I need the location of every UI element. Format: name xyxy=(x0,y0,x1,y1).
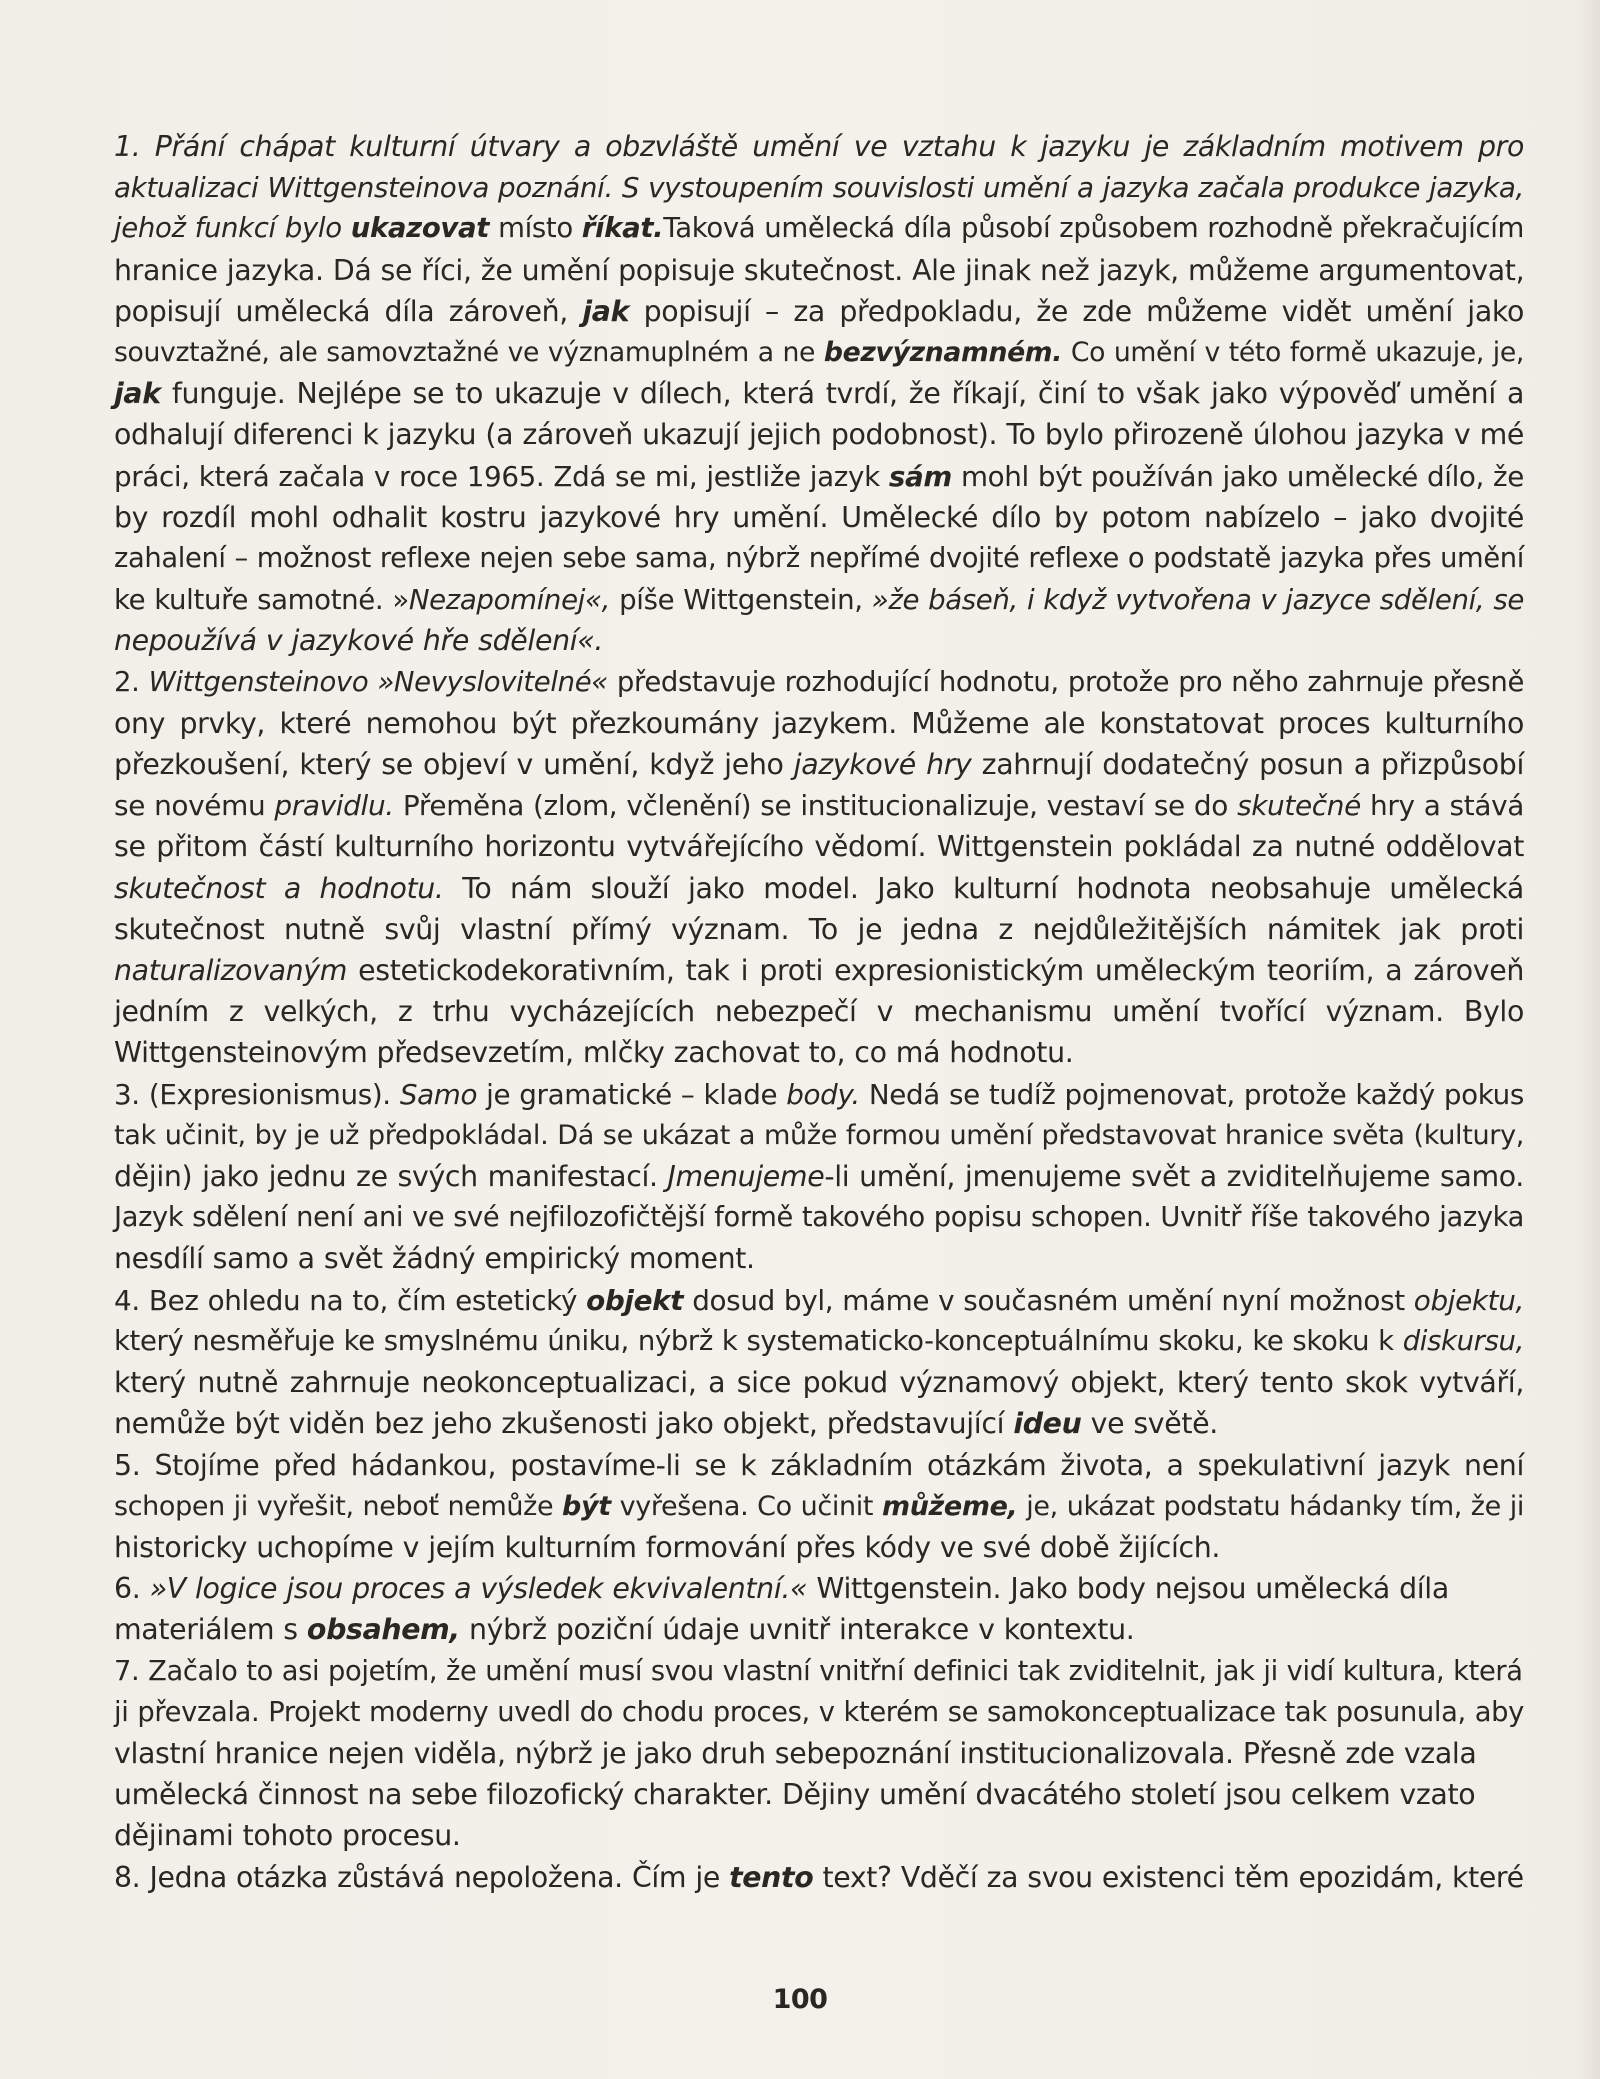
text-line xyxy=(114,950,1524,991)
emphasis-bold-italic: říkat. xyxy=(581,212,664,245)
emphasis-italic: Jmenujeme xyxy=(667,1160,825,1194)
text-line xyxy=(114,1280,1524,1321)
text-run: estetickodekorativním, tak i proti expresionistickým uměleckým teoriím, a zároveň xyxy=(347,954,1524,988)
text-line xyxy=(114,126,1524,167)
text-run: přezkoušení, který se objeví v umění, když jeho xyxy=(114,748,794,782)
text-line xyxy=(114,579,1524,620)
emphasis-italic: naturalizovaným xyxy=(114,954,348,988)
text-run: práci, která začala v roce 1965. Zdá se mi, jestliže jazyk xyxy=(114,459,889,493)
emphasis-italic: jehož funkcí bylo xyxy=(114,212,351,245)
text-line xyxy=(114,1115,1524,1156)
text-line xyxy=(114,1815,1524,1856)
emphasis-italic: Nezapomínej«, xyxy=(408,583,611,617)
text-run: souvztažné, ale samovztažné ve významuplném a ne xyxy=(114,337,824,369)
text-line xyxy=(114,1527,1524,1568)
text-line xyxy=(114,868,1524,909)
text-line xyxy=(114,414,1524,455)
emphasis-bold-italic: můžeme, xyxy=(881,1490,1018,1522)
emphasis-italic: 1. Přání chápat kulturní útvary a obzvláště umění ve vztahu k jazyku je základním motivem pro xyxy=(114,130,1524,163)
text-run: Taková umělecká díla působí způsobem rozhodně překračujícím xyxy=(663,212,1524,245)
text-run: ji převzala. Projekt moderny uvedl do chodu proces, v kterém se samokonceptualizace tak posunula, aby xyxy=(114,1696,1524,1728)
text-run: zahalení – možnost reflexe nejen sebe sama, nýbrž nepřímé dvojité reflexe o podstatě jazyka přes umění xyxy=(114,543,1524,575)
text-run: se novému xyxy=(114,789,275,823)
emphasis-bold-italic: ideu xyxy=(1013,1407,1082,1441)
emphasis-italic: objektu, xyxy=(1413,1283,1524,1317)
text-line xyxy=(114,1445,1524,1486)
body-text xyxy=(114,126,1524,1898)
text-line xyxy=(114,1651,1524,1692)
text-run: odhalují diferenci k jazyku (a zároveň ukazují jejich podobnost). To bylo přirozeně úlohou jazyka v mé xyxy=(114,418,1524,452)
text-run: -li umění, jmenujeme svět a zviditelňujeme samo. xyxy=(824,1160,1524,1194)
emphasis-italic: Samo xyxy=(399,1077,478,1111)
emphasis-italic: aktualizaci Wittgensteinova poznání. S vystoupením souvislosti umění a jazyka začala produkce jazyka, xyxy=(114,171,1524,205)
text-run: popisují – za předpokladu, že zde můžeme vidět umění jako xyxy=(629,294,1524,328)
text-run: který nutně zahrnuje neokonceptualizaci, a sice pokud významový objekt, který tento skok vytváří, xyxy=(114,1366,1524,1400)
emphasis-italic: skutečnost a hodnotu. xyxy=(114,871,444,905)
text-run: 5. Stojíme před hádankou, postavíme-li se k základním otázkám života, a spekulativní jazyk není xyxy=(114,1448,1524,1482)
text-line xyxy=(114,538,1524,579)
text-line xyxy=(114,1568,1524,1609)
emphasis-bold-italic: ukazovat xyxy=(350,212,490,245)
text-run: mohl být používán jako umělecké dílo, že xyxy=(951,459,1524,493)
text-line xyxy=(114,1197,1524,1238)
text-line xyxy=(114,744,1524,785)
text-run: 8. Jedna otázka zůstává nepoložena. Čím je xyxy=(114,1860,730,1894)
text-line xyxy=(114,373,1524,414)
text-run: představuje rozhodující hodnotu, protože pro něho zahrnuje přesně xyxy=(607,665,1524,698)
text-run: Wittgensteinovým předsevzetím, mlčky zachovat to, co má hodnotu. xyxy=(114,1036,1074,1070)
text-run: historicky uchopíme v jejím kulturním formování přes kódy ve své době žijících. xyxy=(114,1530,1221,1564)
emphasis-italic: »že báseň, i když vytvořena v jazyce sdělení, se xyxy=(871,583,1524,617)
text-run: hry a stává xyxy=(1360,789,1525,823)
emphasis-italic: diskursu, xyxy=(1402,1324,1524,1357)
text-line xyxy=(114,291,1524,332)
emphasis-bold-italic: tento xyxy=(729,1860,814,1894)
text-run: Nedá se tudíž pojmenovat, protože každý pokus xyxy=(859,1077,1524,1111)
text-line xyxy=(114,250,1524,291)
emphasis-bold-italic: obsahem, xyxy=(306,1613,460,1647)
text-run: jedním z velkých, z trhu vycházejících nebezpečí v mechanismu umění tvořící význam. Bylo xyxy=(114,995,1524,1029)
text-line xyxy=(114,785,1524,826)
text-run: 3. (Expresionismus). xyxy=(114,1077,400,1111)
text-run: Wittgenstein. Jako body nejsou umělecká díla xyxy=(807,1572,1449,1606)
page-edge-shadow xyxy=(1576,0,1600,2079)
text-run: vlastní hranice nejen viděla, nýbrž je jako druh sebepoznání institucionalizovala. Přesně zde vzala xyxy=(114,1736,1477,1770)
text-run: materiálem s xyxy=(114,1613,307,1647)
text-run: zahrnují dodatečný posun a přizpůsobí xyxy=(971,748,1524,782)
text-run: ke kultuře samotné. » xyxy=(114,583,409,617)
text-run: který nesměřuje ke smyslnému úniku, nýbrž k systematicko-konceptuálnímu skoku, ke skoku k xyxy=(114,1324,1403,1357)
text-run: skutečnost nutně svůj vlastní přímý význam. To je jedna z nejdůležitějších námitek jak proti xyxy=(114,912,1524,946)
emphasis-italic: nepoužívá v jazykové hře sdělení«. xyxy=(114,624,604,658)
text-line xyxy=(114,1321,1524,1362)
text-run: ve světě. xyxy=(1081,1407,1218,1441)
text-line xyxy=(114,497,1524,538)
text-run: schopen ji vyřešit, neboť nemůže xyxy=(114,1490,563,1522)
text-line xyxy=(114,662,1524,703)
text-line xyxy=(114,456,1524,497)
text-run: Jazyk sdělení není ani ve své nejfilozofičtější formě takového popisu schopen. Uvnitř říše takového jazyka xyxy=(114,1202,1524,1234)
emphasis-italic: skutečné xyxy=(1237,789,1361,823)
text-line xyxy=(114,1733,1524,1774)
text-line xyxy=(114,1486,1524,1527)
text-line xyxy=(114,991,1524,1032)
text-run: nemůže být viděn bez jeho zkušenosti jako objekt, představující xyxy=(114,1407,1014,1441)
text-run: dějinami tohoto procesu. xyxy=(114,1819,461,1853)
text-run: funguje. Nejlépe se to ukazuje v dílech, která tvrdí, že říkají, činí to však jako výpověď umění a xyxy=(160,377,1524,411)
emphasis-bold-italic: sám xyxy=(888,459,952,493)
text-run: Přeměna (zlom, včlenění) se institucionalizuje, vestaví se do xyxy=(393,789,1238,823)
text-run: je gramatické – klade xyxy=(477,1077,787,1111)
text-run: nýbrž poziční údaje uvnitř interakce v kontextu. xyxy=(459,1613,1135,1647)
text-run: 2. xyxy=(114,665,149,698)
text-run: místo xyxy=(489,212,582,245)
text-run: by rozdíl mohl odhalit kostru jazykové hry umění. Umělecké dílo by potom nabízelo – jako dvojité xyxy=(114,500,1524,534)
text-run: 7. Začalo to asi pojetím, že umění musí svou vlastní vnitřní definici tak zviditelnit, jak ji vidí kultura, která xyxy=(114,1655,1523,1687)
emphasis-italic: jazykové hry xyxy=(793,748,972,782)
text-line xyxy=(114,620,1524,661)
text-run: 4. Bez ohledu na to, čím estetický xyxy=(114,1283,587,1317)
text-run: píše Wittgenstein, xyxy=(610,583,872,617)
text-run: dějin) jako jednu ze svých manifestací. xyxy=(114,1160,668,1194)
text-run: popisují umělecká díla zároveň, xyxy=(114,294,583,328)
page-number: 100 xyxy=(772,1984,828,2015)
emphasis-italic: body. xyxy=(786,1077,860,1111)
text-run: To nám slouží jako model. Jako kulturní hodnota neobsahuje umělecká xyxy=(443,871,1524,905)
text-run: vyřešena. Co učinit xyxy=(610,1490,882,1522)
text-run: nesdílí samo a svět žádný empirický moment. xyxy=(114,1242,755,1276)
text-line xyxy=(114,1156,1524,1197)
text-line xyxy=(114,1074,1524,1115)
text-line xyxy=(114,1609,1524,1650)
text-line xyxy=(114,167,1524,208)
text-run: je, ukázat podstatu hádanky tím, že ji xyxy=(1017,1490,1524,1522)
emphasis-bold-italic: jak xyxy=(582,294,630,328)
emphasis-bold-italic: být xyxy=(562,1490,611,1522)
text-run: se přitom částí kulturního horizontu vytvářejícího vědomí. Wittgenstein pokládal za nutné oddělovat xyxy=(114,830,1524,864)
text-run: Co umění v této formě ukazuje, je, xyxy=(1062,337,1524,369)
text-run: tak učinit, by je už předpokládal. Dá se ukázat a může formou umění představovat hranice světa (kultury, xyxy=(114,1119,1524,1151)
text-line xyxy=(114,826,1524,867)
text-line xyxy=(114,208,1524,249)
emphasis-italic: pravidlu. xyxy=(274,789,394,823)
text-line xyxy=(114,332,1524,373)
text-run: dosud byl, máme v současném umění nyní možnost xyxy=(683,1283,1414,1317)
emphasis-italic: Wittgensteinovo »Nevyslovitelné« xyxy=(148,665,608,698)
emphasis-italic: »V logice jsou proces a výsledek ekvivalentní.« xyxy=(149,1572,808,1606)
text-run: ony prvky, které nemohou být přezkoumány jazykem. Můžeme ale konstatovat proces kulturního xyxy=(114,706,1524,740)
text-line xyxy=(114,1774,1524,1815)
text-line xyxy=(114,1032,1524,1073)
text-run: text? Vděčí za svou existenci těm epozidám, které xyxy=(813,1860,1524,1894)
text-run: 6. xyxy=(114,1572,150,1606)
text-line xyxy=(114,1857,1524,1898)
emphasis-bold-italic: jak xyxy=(114,377,161,411)
text-line xyxy=(114,1403,1524,1444)
text-line xyxy=(114,703,1524,744)
text-line xyxy=(114,1692,1524,1733)
text-line xyxy=(114,909,1524,950)
text-run: umělecká činnost na sebe filozofický charakter. Dějiny umění dvacátého století jsou celkem vzato xyxy=(114,1778,1476,1812)
text-line xyxy=(114,1238,1524,1279)
emphasis-bold-italic: objekt xyxy=(586,1283,684,1317)
text-line xyxy=(114,1362,1524,1403)
text-run: hranice jazyka. Dá se říci, že umění popisuje skutečnost. Ale jinak než jazyk, můžeme argumentovat, xyxy=(114,253,1525,287)
emphasis-bold-italic: bezvýznamném. xyxy=(823,337,1063,369)
